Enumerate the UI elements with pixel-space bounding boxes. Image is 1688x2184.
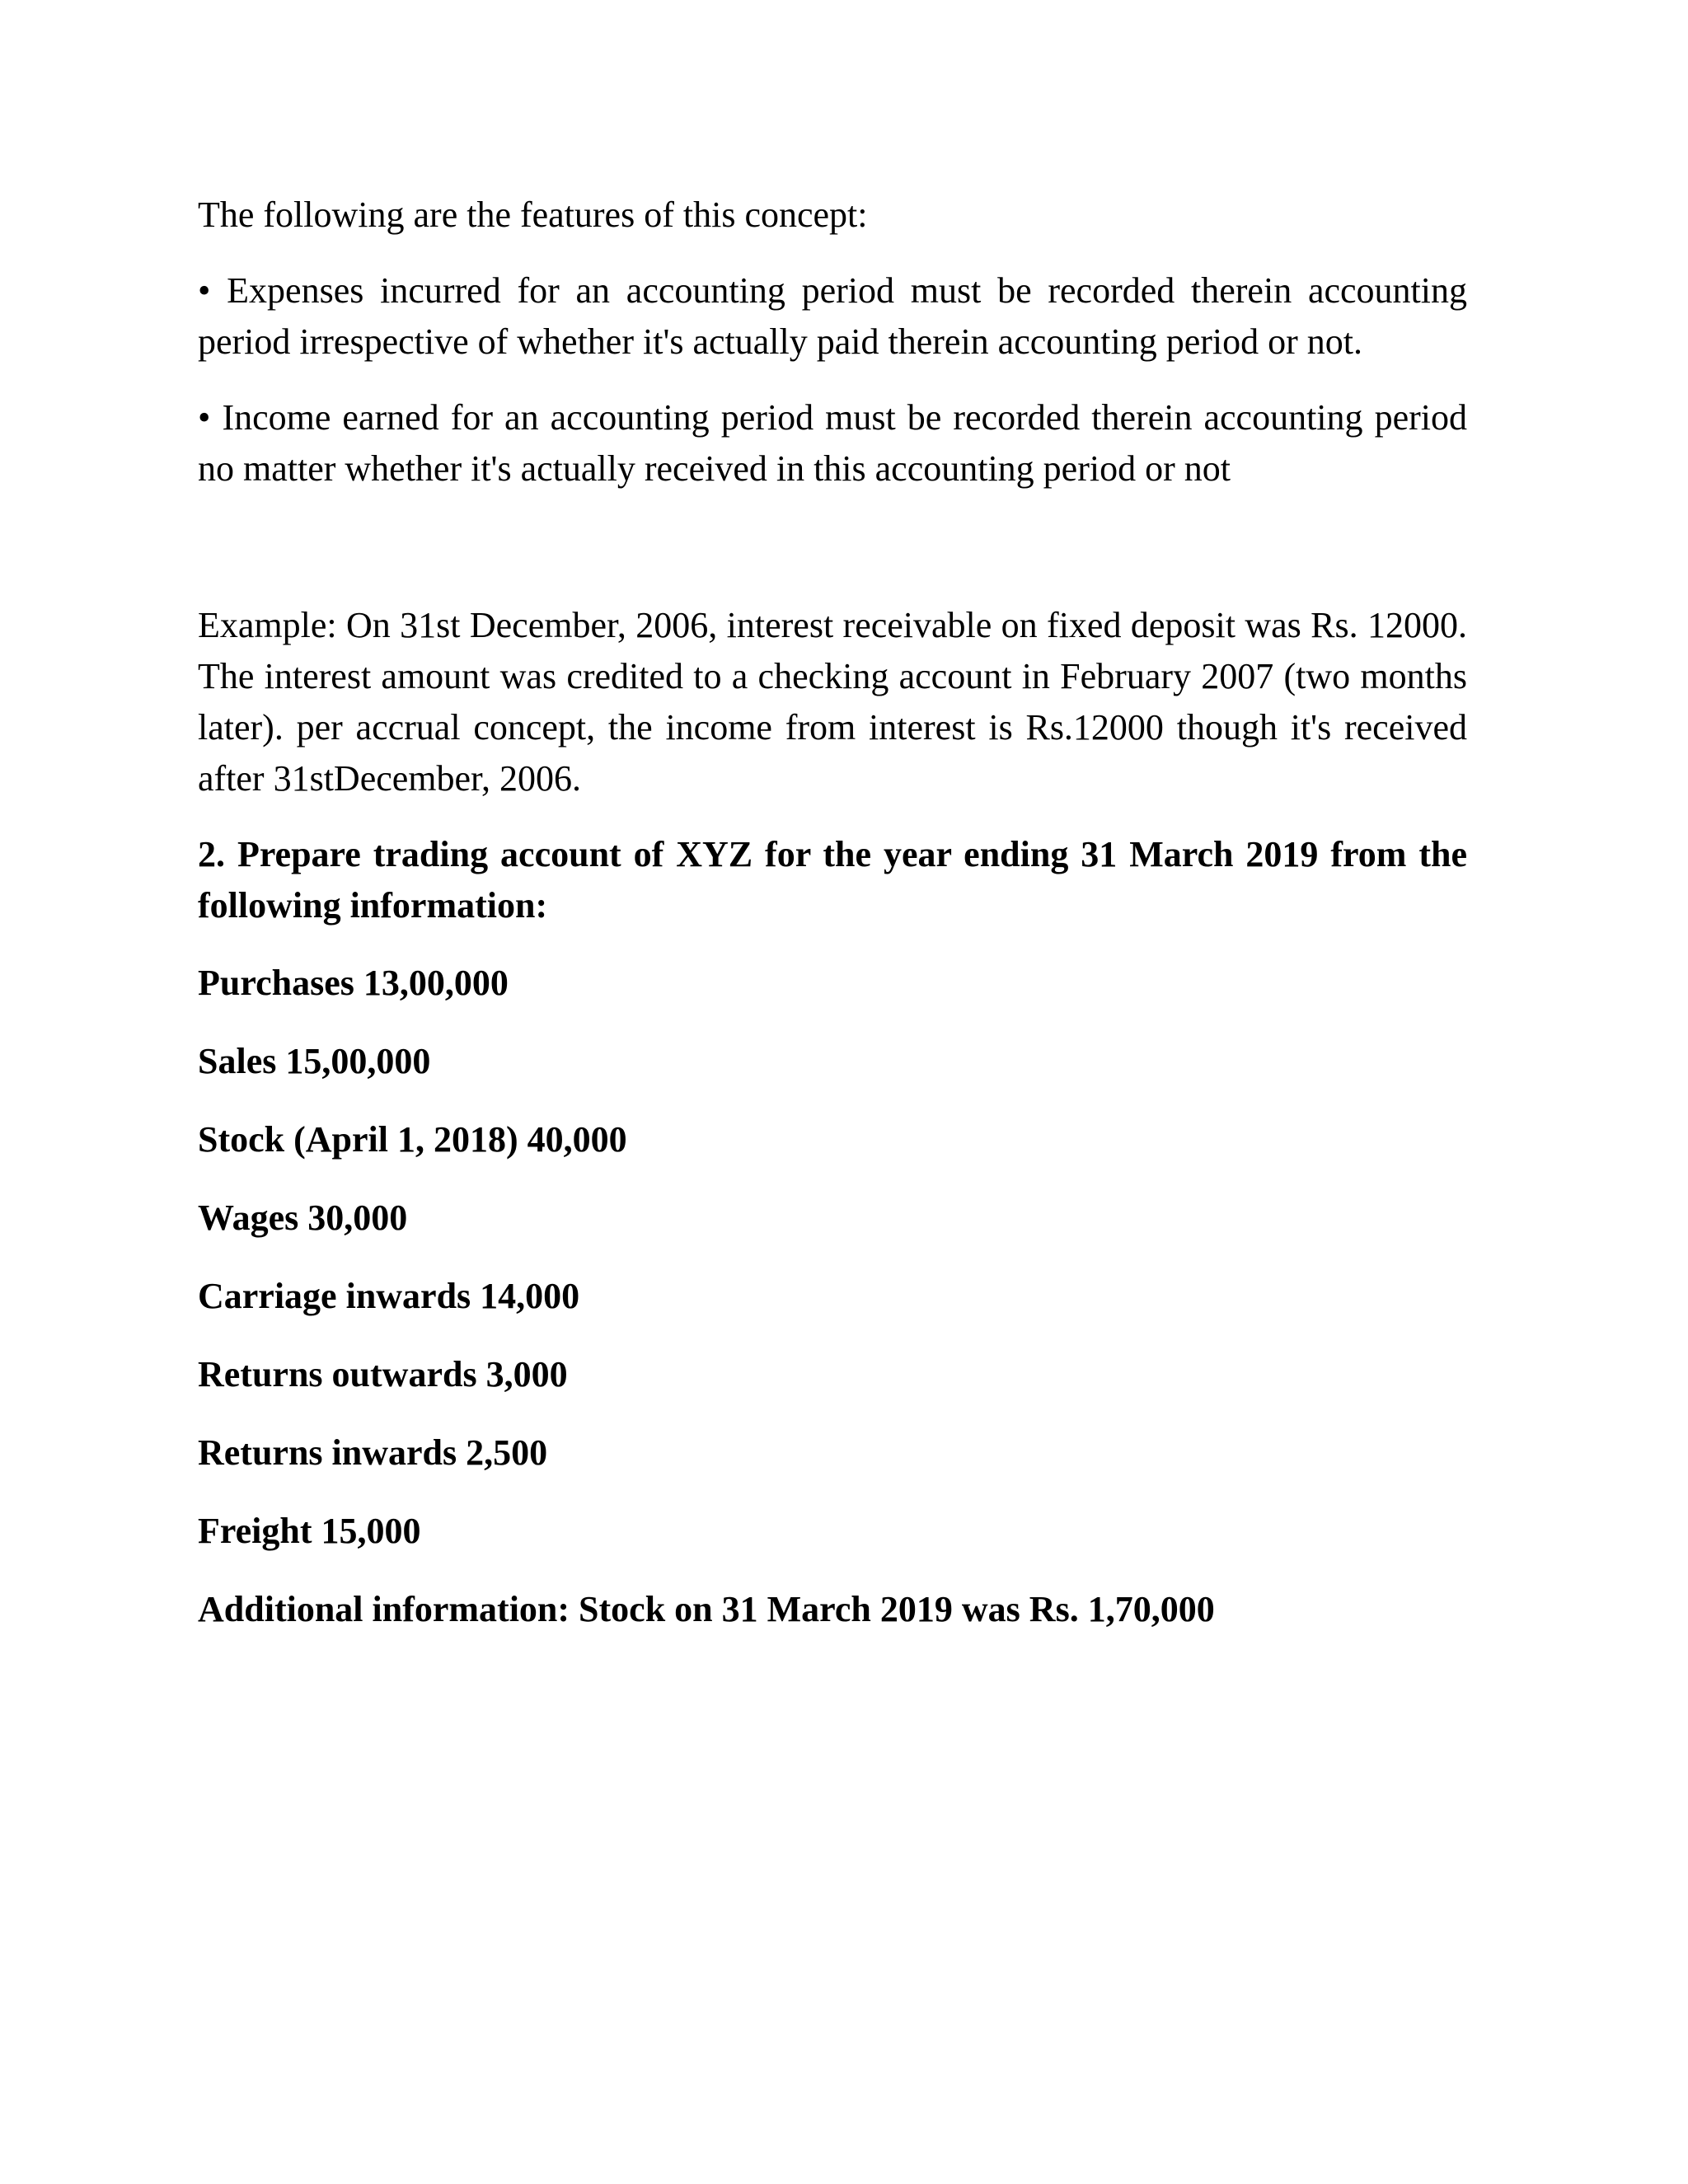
bullet-expenses: • Expenses incurred for an accounting period must be recorded therein accounting period irrespective of whether it's actually paid therein accounting period or not. [198,270,1467,362]
info-sales: Sales 15,00,000 [198,1041,431,1081]
info-wages: Wages 30,000 [198,1197,408,1238]
information-list [198,958,1467,1635]
bullet-income: • Income earned for an accounting period must be recorded therein accounting period no matter whether it's actually received in this accounting period or not [198,397,1467,489]
document-page [198,190,1467,1662]
info-purchases: Purchases 13,00,000 [198,963,509,1003]
info-returns-inwards: Returns inwards 2,500 [198,1432,548,1473]
features-intro: The following are the features of this concept: [198,194,868,235]
info-opening-stock: Stock (April 1, 2018) 40,000 [198,1119,627,1160]
question-heading: 2. Prepare trading account of XYZ for the year ending 31 March 2019 from the following information: [198,834,1467,926]
info-freight: Freight 15,000 [198,1511,421,1551]
info-carriage-inwards: Carriage inwards 14,000 [198,1276,580,1316]
example-paragraph: Example: On 31st December, 2006, interest receivable on fixed deposit was Rs. 12000. The interest amount was credited to a checking account in February 2007 (two months later). per accrual concept, the income from interest is Rs.12000 though it's received after 31stDecember, 2006. [198,605,1467,799]
info-returns-outwards: Returns outwards 3,000 [198,1354,568,1394]
info-additional: Additional information: Stock on 31 March 2019 was Rs. 1,70,000 [198,1589,1215,1629]
